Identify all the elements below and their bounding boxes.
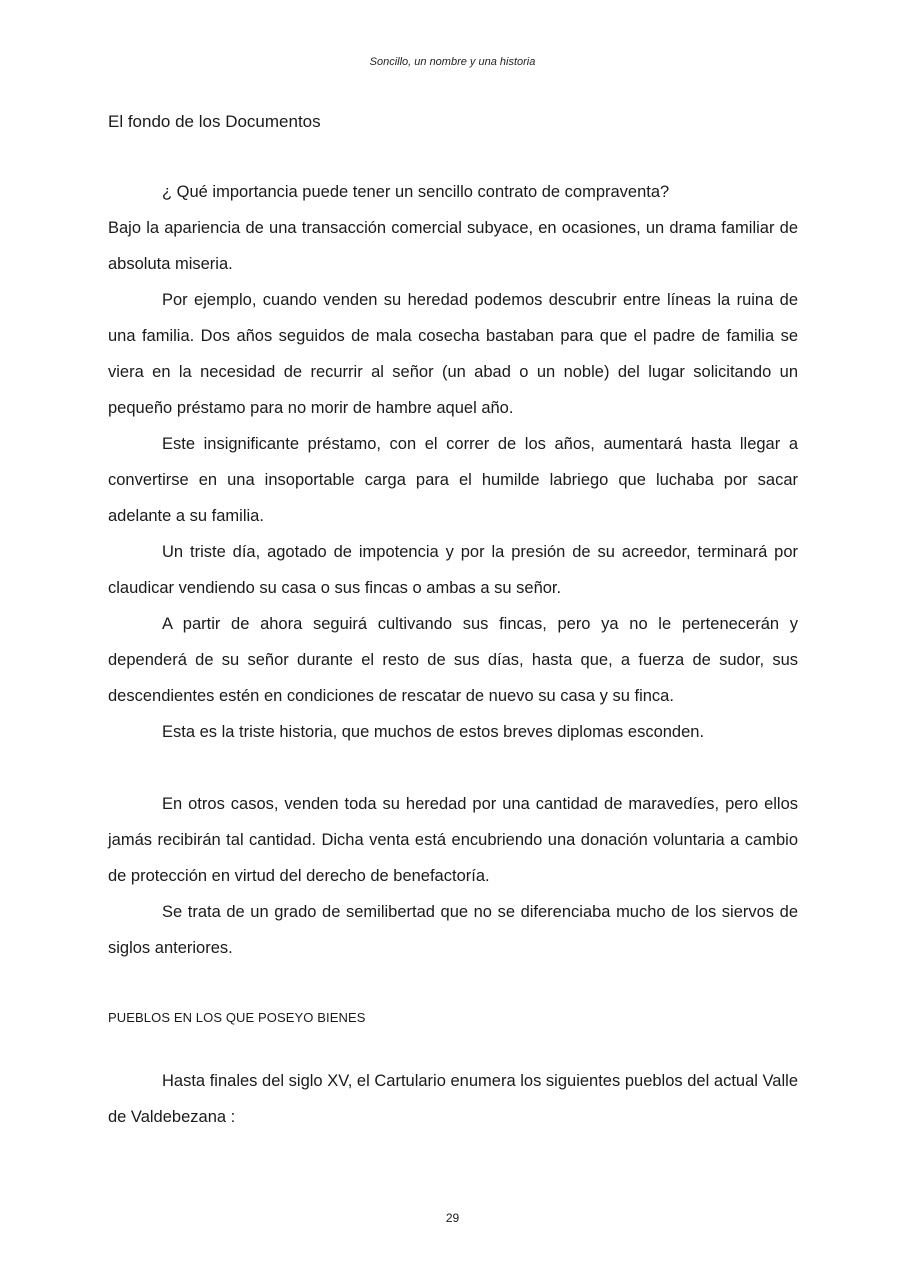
body-block-3 xyxy=(108,1063,798,1135)
paragraph: Hasta finales del siglo XV, el Cartulario enumera los siguientes pueblos del actual Valle de Valdebezana : xyxy=(108,1072,798,1126)
paragraph: A partir de ahora seguirá cultivando sus fincas, pero ya no le pertenecerán y dependerá de su señor durante el resto de sus días, hasta que, a fuerza de sudor, sus descendientes estén en condiciones de rescatar de nuevo su casa y su finca. xyxy=(108,615,798,705)
paragraph: Por ejemplo, cuando venden su heredad podemos descubrir entre líneas la ruina de una familia. Dos años seguidos de mala cosecha bastaban para que el padre de familia se viera en la necesidad de recurrir al señor (un abad o un noble) del lugar solicitando un pequeño préstamo para no morir de hambre aquel año. xyxy=(108,291,798,417)
paragraph: Un triste día, agotado de impotencia y por la presión de su acreedor, terminará por claudicar vendiendo su casa o sus fincas o ambas a su señor. xyxy=(108,543,798,597)
paragraph: Bajo la apariencia de una transacción comercial subyace, en ocasiones, un drama familiar de absoluta miseria. xyxy=(108,219,798,273)
page-number: 29 xyxy=(445,1211,460,1225)
paragraph: Este insignificante préstamo, con el correr de los años, aumentará hasta llegar a convertirse en una insoportable carga para el humilde labriego que luchaba por sacar adelante a su familia. xyxy=(108,435,798,525)
paragraph: En otros casos, venden toda su heredad por una cantidad de maravedíes, pero ellos jamás recibirán tal cantidad. Dicha venta está encubriendo una donación voluntaria a cambio de protección en virtud del derecho de benefactoría. xyxy=(108,795,798,885)
body-block-1 xyxy=(108,174,798,966)
paragraph: Esta es la triste historia, que muchos de estos breves diplomas esconden. xyxy=(162,723,705,741)
subheading: PUEBLOS EN LOS QUE POSEYO BIENES xyxy=(108,1010,366,1025)
running-header: Soncillo, un nombre y una historia xyxy=(369,56,536,68)
section-title: El fondo de los Documentos xyxy=(108,112,321,131)
paragraph: Se trata de un grado de semilibertad que no se diferenciaba mucho de los siervos de siglos anteriores. xyxy=(108,903,798,957)
paragraph-question: ¿ Qué importancia puede tener un sencillo contrato de compraventa? xyxy=(162,183,670,201)
